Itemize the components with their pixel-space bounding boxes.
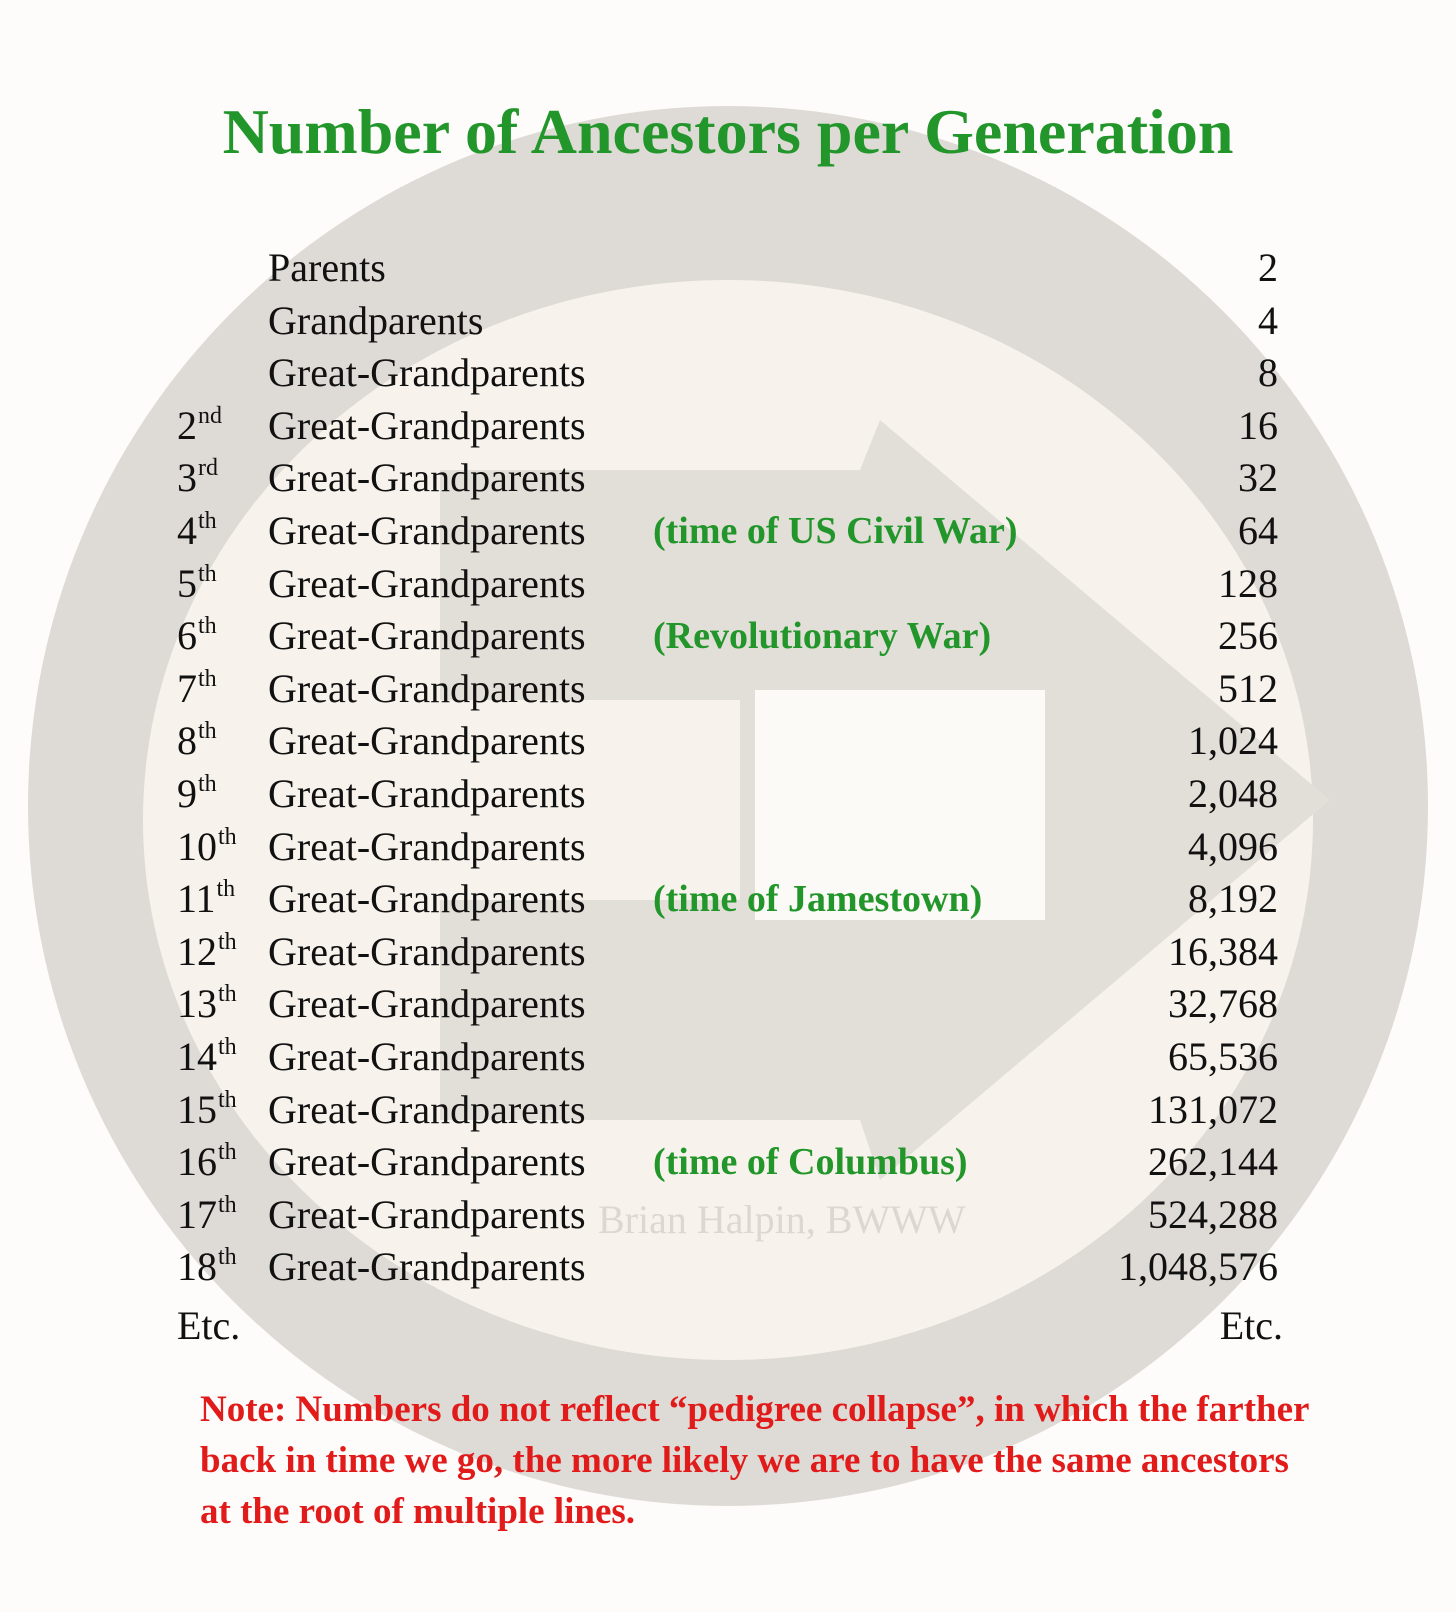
ordinal-suffix: th — [198, 508, 217, 534]
ordinal-suffix: th — [198, 560, 217, 587]
generation-label: Great-Grandparents — [268, 1034, 586, 1079]
generation-label: Grandparents — [268, 297, 484, 343]
generation-ordinal — [177, 1136, 237, 1194]
generation-label: Great-Grandparents — [268, 823, 586, 869]
ancestor-count: 8 — [1258, 350, 1278, 396]
generation-ordinal — [177, 1189, 237, 1247]
ancestor-count: 2 — [1258, 245, 1278, 290]
generation-ordinal — [177, 505, 217, 563]
table-row — [0, 610, 1456, 662]
ancestor-count: 65,536 — [1168, 1034, 1278, 1079]
ancestor-count: 8,192 — [1188, 876, 1278, 922]
ancestor-count: 131,072 — [1148, 1086, 1278, 1132]
generation-label: Great-Grandparents — [268, 350, 586, 396]
historical-event: (time of Columbus) — [653, 1141, 968, 1184]
etc-right: Etc. — [1219, 1303, 1283, 1348]
generation-ordinal — [177, 452, 218, 510]
ordinal-number: 6 — [177, 613, 197, 659]
generation-label: Great-Grandparents — [268, 1191, 586, 1237]
table-row — [0, 1084, 1456, 1136]
ordinal-suffix: th — [218, 928, 237, 955]
generation-ordinal — [177, 610, 217, 668]
generation-label: Great-Grandparents — [268, 613, 586, 659]
generation-ordinal — [177, 821, 237, 879]
ordinal-suffix: th — [218, 1191, 237, 1218]
ordinal-suffix: rd — [198, 455, 218, 482]
ordinal-number: 18 — [177, 1244, 217, 1290]
ordinal-suffix: th — [198, 665, 217, 692]
table-row — [0, 663, 1456, 715]
table-row — [0, 1241, 1456, 1293]
ancestor-count: 2,048 — [1188, 771, 1278, 816]
table-row — [0, 926, 1456, 978]
generation-ordinal — [177, 715, 217, 773]
generation-label: Great-Grandparents — [268, 718, 586, 764]
etc-left: Etc. — [177, 1303, 241, 1348]
ancestor-count: 64 — [1238, 508, 1278, 553]
generation-label: Great-Grandparents — [268, 402, 586, 448]
ordinal-number: 8 — [177, 718, 197, 764]
ordinal-number: 10 — [177, 823, 217, 869]
ancestor-count: 262,144 — [1148, 1139, 1278, 1185]
generation-label: Great-Grandparents — [268, 508, 586, 553]
table-row — [0, 715, 1456, 767]
ordinal-suffix: th — [218, 1244, 237, 1271]
ordinal-suffix: th — [218, 1139, 237, 1166]
table-row — [0, 873, 1456, 925]
ordinal-number: 2 — [177, 402, 197, 448]
ordinal-number: 15 — [177, 1086, 217, 1132]
historical-event: (time of Jamestown) — [653, 878, 983, 921]
table-row — [0, 347, 1456, 399]
ordinal-suffix: th — [218, 981, 237, 1008]
ordinal-suffix: th — [198, 718, 217, 745]
ordinal-suffix: th — [218, 823, 237, 850]
generation-label: Great-Grandparents — [268, 876, 586, 922]
table-row — [0, 505, 1456, 557]
ordinal-suffix: nd — [198, 402, 222, 429]
ancestor-count: 32,768 — [1168, 981, 1278, 1027]
watermark-credit: Brian Halpin, BWWW — [598, 1197, 966, 1242]
generation-label: Great-Grandparents — [268, 928, 586, 974]
ancestor-count: 16 — [1238, 402, 1278, 448]
generation-ordinal — [177, 400, 222, 458]
table-row — [0, 400, 1456, 452]
generation-ordinal — [177, 1084, 237, 1142]
generation-label: Great-Grandparents — [268, 1139, 586, 1185]
ancestor-count: 32 — [1238, 455, 1278, 501]
ordinal-suffix: th — [198, 613, 217, 640]
table-row — [0, 1136, 1456, 1188]
table-row — [0, 558, 1456, 610]
generation-label: Great-Grandparents — [268, 981, 586, 1027]
ancestor-count: 1,024 — [1188, 718, 1278, 764]
generation-ordinal — [177, 347, 178, 405]
ordinal-suffix: th — [218, 1086, 237, 1113]
generation-label: Great-Grandparents — [268, 455, 586, 501]
ancestor-count: 256 — [1218, 613, 1278, 659]
generation-ordinal — [177, 873, 235, 931]
ordinal-number: 12 — [177, 928, 217, 974]
table-row — [0, 452, 1456, 504]
ordinal-number: 13 — [177, 981, 217, 1027]
generation-ordinal — [177, 295, 178, 353]
generation-label: Great-Grandparents — [268, 771, 586, 816]
generation-label: Great-Grandparents — [268, 1086, 586, 1132]
table-row — [0, 821, 1456, 873]
table-row — [0, 1031, 1456, 1083]
ordinal-number: 11 — [177, 876, 216, 922]
ordinal-suffix: th — [198, 771, 217, 797]
historical-event: (Revolutionary War) — [653, 615, 992, 658]
table-row — [0, 242, 1456, 294]
ordinal-number: 5 — [177, 560, 197, 606]
generation-label: Parents — [268, 245, 386, 290]
generation-ordinal — [177, 1241, 237, 1299]
ancestor-count: 524,288 — [1148, 1191, 1278, 1237]
generation-ordinal — [177, 1031, 237, 1089]
ancestor-count: 16,384 — [1168, 928, 1278, 974]
pedigree-note: Note: Numbers do not reflect “pedigree collapse”, in which the farther back in time we go, the more likely we are to have the same ancestors at the root of multiple lines. — [200, 1389, 1309, 1532]
ancestor-count: 128 — [1218, 560, 1278, 606]
ancestor-count: 4 — [1258, 297, 1278, 343]
ordinal-number: 4 — [177, 508, 197, 553]
table-row — [0, 768, 1456, 820]
ancestor-count: 1,048,576 — [1118, 1244, 1278, 1290]
generation-ordinal — [177, 558, 217, 616]
ancestor-count: 4,096 — [1188, 823, 1278, 869]
ordinal-number: 16 — [177, 1139, 217, 1185]
historical-event: (time of US Civil War) — [653, 510, 1018, 552]
generation-ordinal — [177, 768, 217, 826]
generation-label: Great-Grandparents — [268, 560, 586, 606]
table-row — [0, 978, 1456, 1030]
ordinal-number: 3 — [177, 455, 197, 501]
page-title: Number of Ancestors per Generation — [222, 96, 1234, 167]
generation-label: Great-Grandparents — [268, 665, 586, 711]
generation-label: Great-Grandparents — [268, 1244, 586, 1290]
generation-ordinal — [177, 926, 237, 984]
generation-ordinal — [177, 663, 217, 721]
ordinal-number: 7 — [177, 665, 197, 711]
ordinal-suffix: th — [216, 876, 236, 903]
generation-ordinal — [177, 242, 178, 300]
generation-ordinal — [177, 978, 237, 1036]
table-row — [0, 1189, 1456, 1241]
ordinal-suffix: th — [218, 1034, 237, 1060]
ordinal-number: 14 — [177, 1034, 217, 1079]
ordinal-number: 9 — [177, 771, 197, 816]
etc-row — [0, 1300, 1456, 1352]
ancestor-count: 512 — [1218, 665, 1278, 711]
table-row — [0, 295, 1456, 347]
ordinal-number: 17 — [177, 1191, 217, 1237]
